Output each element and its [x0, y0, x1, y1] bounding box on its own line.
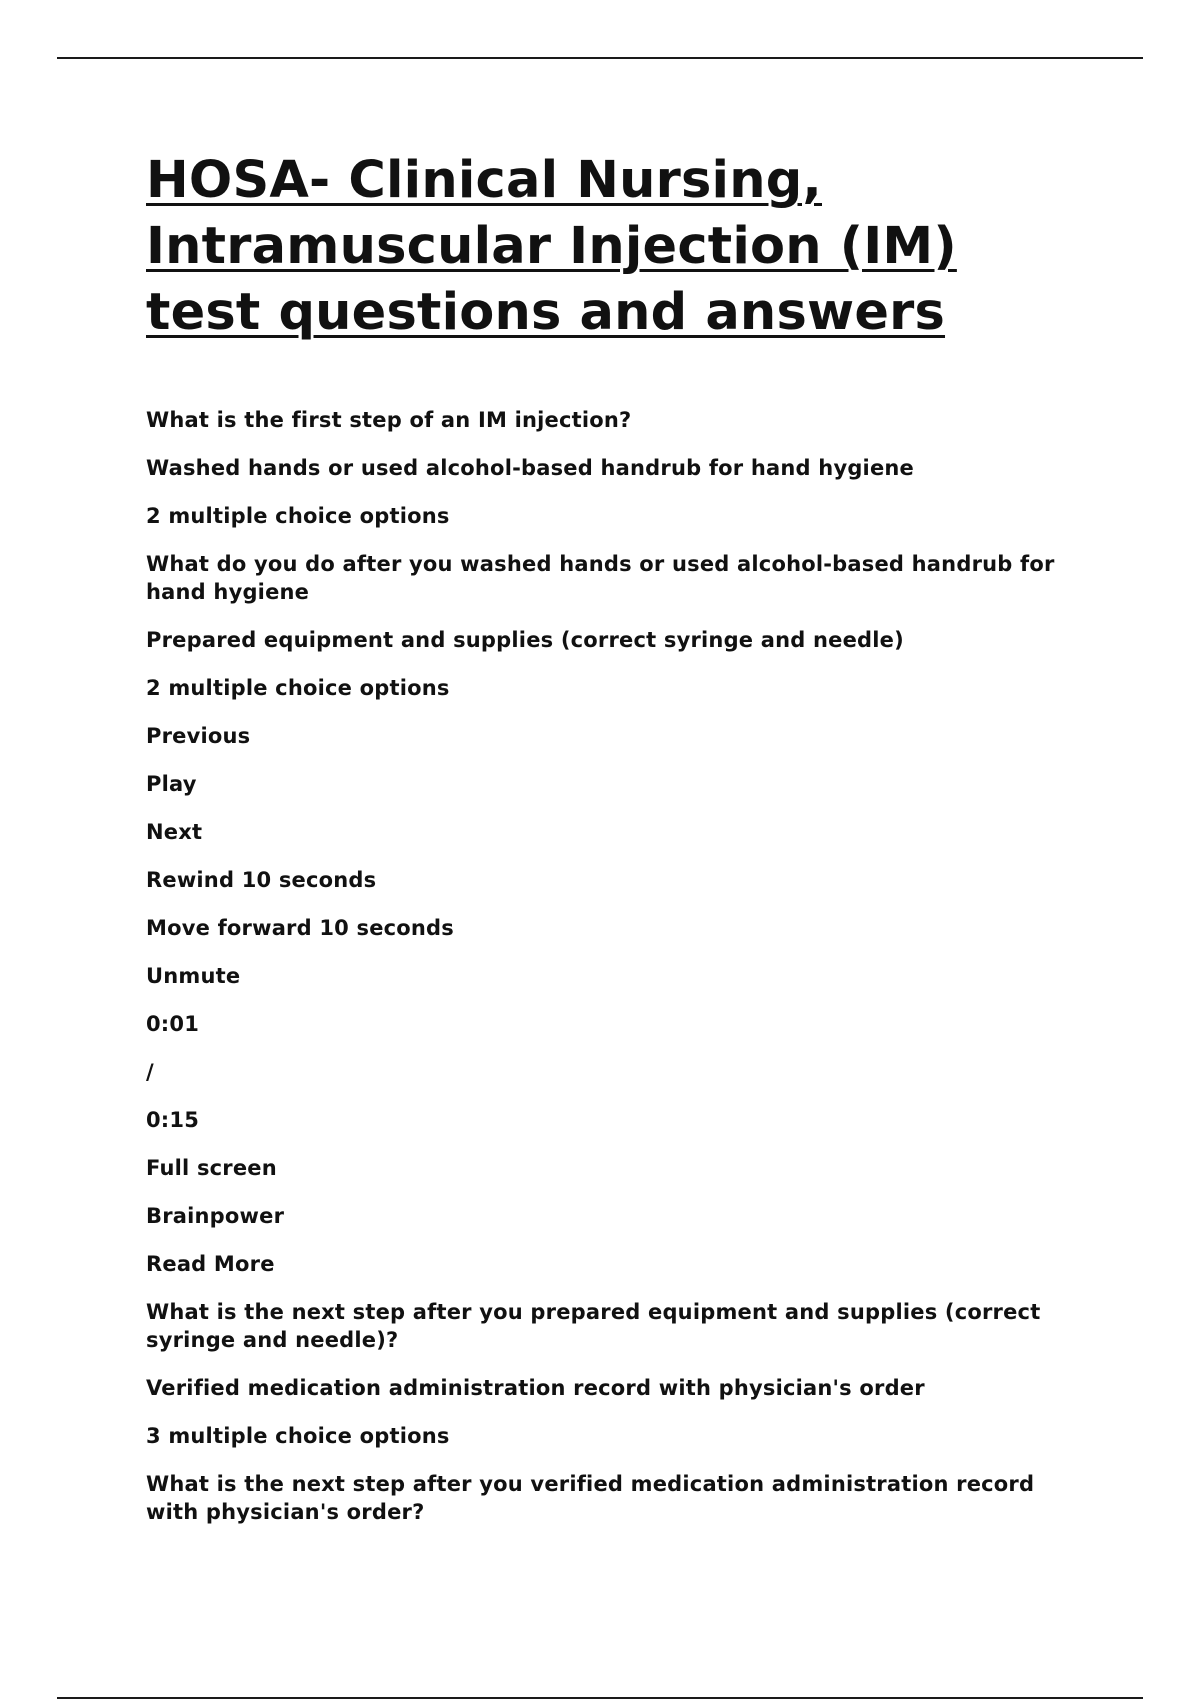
player-previous-label: Previous	[146, 724, 251, 748]
player-time-separator: /	[146, 1060, 154, 1084]
question-text: What is the next step after you verified medication administration record with physician's order?	[146, 1472, 1035, 1524]
player-play-label: Play	[146, 772, 197, 796]
read-more-label: Read More	[146, 1252, 275, 1276]
top-divider	[57, 57, 1143, 59]
question-text: What do you do after you washed hands or used alcohol-based handrub for hand hygiene	[146, 552, 1055, 604]
question-text: What is the first step of an IM injection?	[146, 408, 632, 432]
choice-count-text: 3 multiple choice options	[146, 1424, 450, 1448]
answer-text: Prepared equipment and supplies (correct syringe and needle)	[146, 628, 904, 652]
bottom-divider	[57, 1697, 1143, 1699]
player-current-time: 0:01	[146, 1012, 200, 1036]
document-body	[146, 148, 1086, 1546]
player-rewind-label: Rewind 10 seconds	[146, 868, 377, 892]
question-text: What is the next step after you prepared equipment and supplies (correct syringe and needle)?	[146, 1300, 1041, 1352]
player-fullscreen-label: Full screen	[146, 1156, 277, 1180]
answer-text: Verified medication administration record with physician's order	[146, 1376, 925, 1400]
qa-list	[146, 406, 1086, 1526]
document-title: HOSA- Clinical Nursing, Intramuscular Injection (IM) test questions and answers	[146, 151, 957, 342]
brainpower-label: Brainpower	[146, 1204, 285, 1228]
choice-count-text: 2 multiple choice options	[146, 676, 450, 700]
player-unmute-label: Unmute	[146, 964, 241, 988]
player-next-label: Next	[146, 820, 203, 844]
player-duration: 0:15	[146, 1108, 200, 1132]
choice-count-text: 2 multiple choice options	[146, 504, 450, 528]
player-forward-label: Move forward 10 seconds	[146, 916, 454, 940]
answer-text: Washed hands or used alcohol-based handrub for hand hygiene	[146, 456, 914, 480]
